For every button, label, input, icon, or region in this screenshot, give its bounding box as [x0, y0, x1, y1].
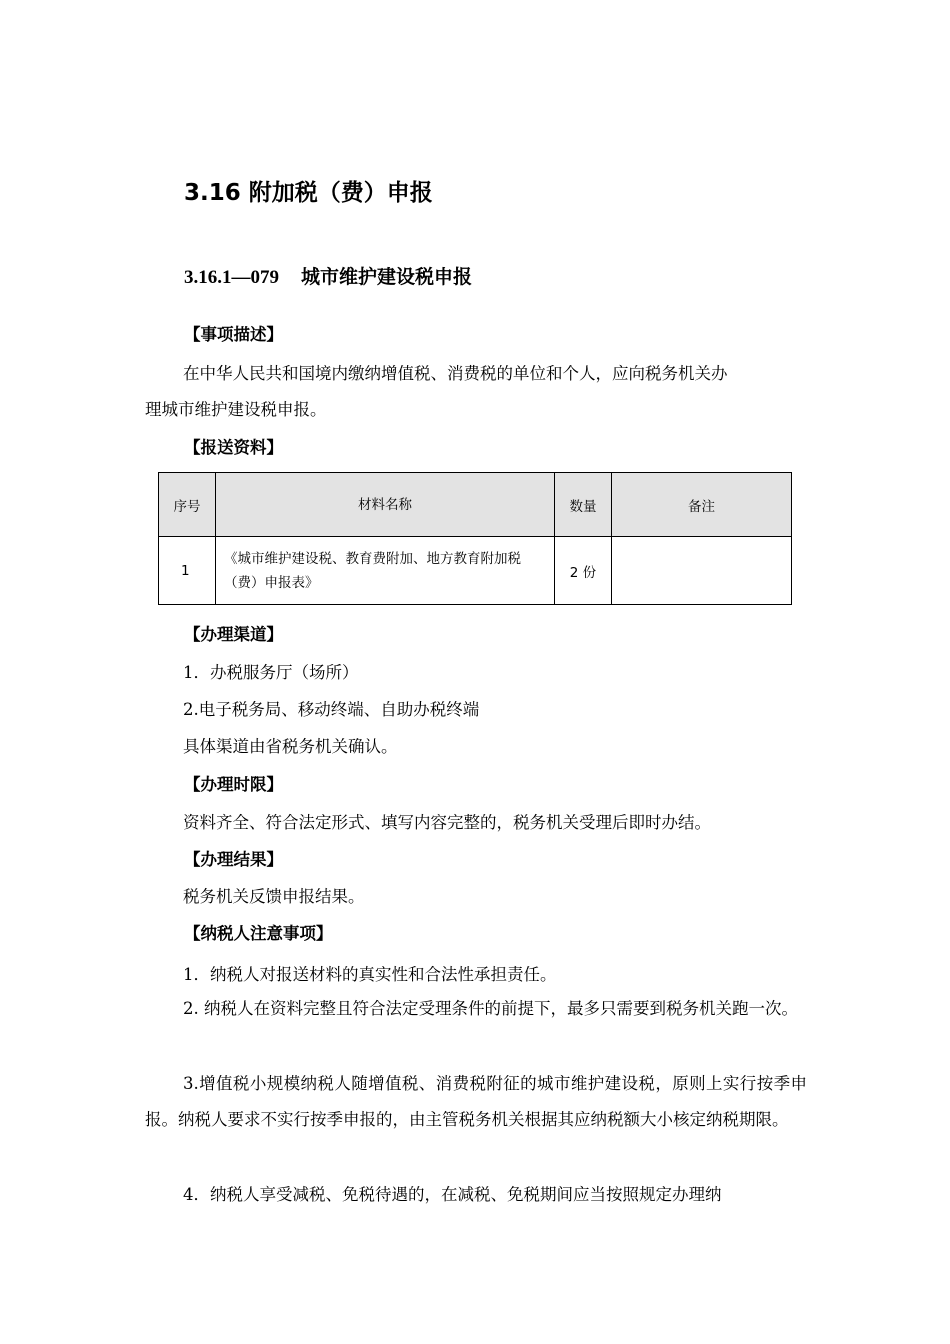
channels-heading: 【办理渠道】	[184, 625, 283, 644]
table-header-row	[159, 473, 792, 537]
channel-item-2: 2.电子税务局、移动终端、自助办税终端	[183, 700, 480, 719]
description-line-1: 在中华人民共和国境内缴纳增值税、消费税的单位和个人，应向税务机关办	[183, 364, 728, 383]
materials-heading: 【报送资料】	[184, 438, 283, 457]
cell-seq: 1	[159, 537, 216, 605]
section-subtitle	[184, 262, 472, 293]
note-item-4: 4．纳税人享受减税、免税待遇的，在减税、免税期间应当按照规定办理纳	[183, 1185, 722, 1204]
time-limit-heading: 【办理时限】	[184, 775, 283, 794]
note-item-3: 3.增值税小规模纳税人随增值税、消费税附征的城市维护建设税，原则上实行按季申报。纳税人要求不实行按季申报的，由主管税务机关根据其应纳税额大小核定纳税期限。	[145, 1074, 807, 1129]
column-header-qty: 数量	[555, 473, 612, 537]
column-header-note: 备注	[612, 473, 792, 537]
result-text: 税务机关反馈申报结果。	[183, 887, 365, 906]
cell-name	[216, 537, 555, 605]
cell-name-line-1: 《城市维护建设税、教育费附加、地方教育附加税	[224, 550, 521, 567]
materials-table	[158, 472, 792, 605]
channel-item-1: 1．办税服务厅（场所）	[183, 663, 359, 682]
note-item-2: 2. 纳税人在资料完整且符合法定受理条件的前提下，最多只需要到税务机关跑一次。	[183, 999, 798, 1018]
description-line-2: 理城市维护建设税申报。	[145, 400, 327, 419]
subtitle-name: 城市维护建设税申报	[301, 266, 473, 288]
description-heading: 【事项描述】	[184, 325, 283, 344]
page-title: 3.16 附加税（费）申报	[184, 180, 433, 206]
notes-heading: 【纳税人注意事项】	[184, 924, 333, 943]
note-item-1: 1．纳税人对报送材料的真实性和合法性承担责任。	[183, 965, 557, 984]
channel-item-3: 具体渠道由省税务机关确认。	[183, 737, 398, 756]
table-row	[159, 537, 792, 605]
time-limit-text: 资料齐全、符合法定形式、填写内容完整的，税务机关受理后即时办结。	[183, 813, 711, 832]
result-heading: 【办理结果】	[184, 850, 283, 869]
column-header-seq: 序号	[159, 473, 216, 537]
subtitle-code: 3.16.1—079	[184, 267, 279, 288]
column-header-name: 材料名称	[216, 473, 555, 537]
cell-note	[612, 537, 792, 605]
cell-name-line-2: （费）申报表》	[224, 574, 319, 591]
cell-qty: 2 份	[555, 537, 612, 605]
